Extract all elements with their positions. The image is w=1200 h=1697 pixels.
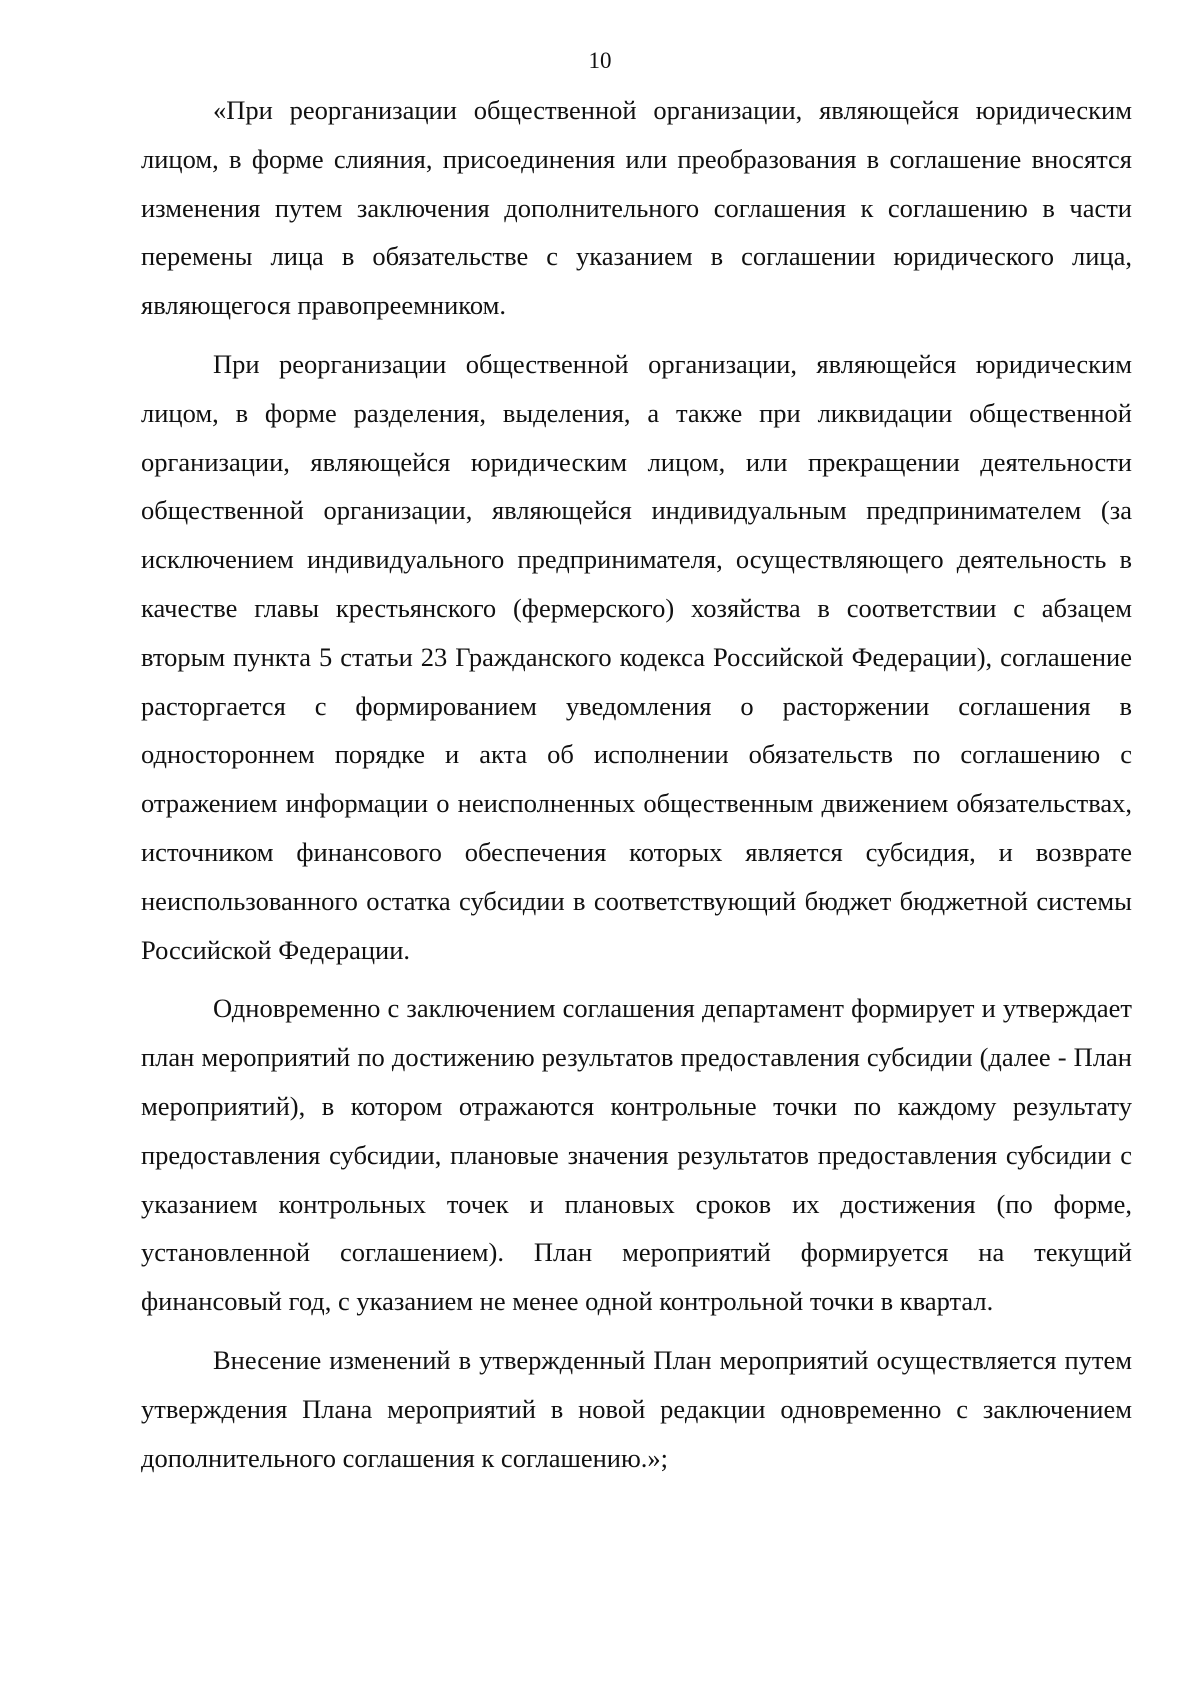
- paragraph-reorganization-merger: «При реорганизации общественной организации, являющейся юридическим лицом, в форме слияния, присоединения или преобразования в соглашение вносятся изменения путем заключения дополнительного соглашения к соглашению в части перемены лица в обязательстве с указанием в соглашении юридического лица, являющегося правопреемником.: [141, 95, 1132, 321]
- page-number: 10: [588, 48, 612, 73]
- paragraph-action-plan: Одновременно с заключением соглашения департамент формирует и утверждает план мероприятий по достижению результатов предоставления субсидии (далее - План мероприятий), в котором отражаются контрольные точки по каждому результату предоставления субсидии, плановые значения результатов предоставления субсидии с указанием контрольных точек и плановых сроков их достижения (по форме, установленной соглашением). План мероприятий формируется на текущий финансовый год, с указанием не менее одной контрольной точки в квартал.: [141, 993, 1132, 1317]
- paragraph-plan-amendments: Внесение изменений в утвержденный План мероприятий осуществляется путем утверждения Плана мероприятий в новой редакции одновременно с заключением дополнительного соглашения к соглашению.»;: [141, 1344, 1132, 1473]
- document-body: [141, 86, 1132, 1482]
- paragraph-reorganization-division-liquidation: При реорганизации общественной организации, являющейся юридическим лицом, в форме разделения, выделения, а также при ликвидации общественной организации, являющейся юридическим лицом, или прекращении деятельности общественной организации, являющейся индивидуальным предпринимателем (за исключением индивидуального предпринимателя, осуществляющего деятельность в качестве главы крестьянского (фермерского) хозяйства в соответствии с абзацем вторым пункта 5 статьи 23 Гражданского кодекса Российской Федерации), соглашение расторгается с формированием уведомления о расторжении соглашения в одностороннем порядке и акта об исполнении обязательств по соглашению с отражением информации о неисполненных общественным движением обязательствах, источником финансового обеспечения которых является субсидия, и возврате неиспользованного остатка субсидии в соответствующий бюджет бюджетной системы Российской Федерации.: [141, 348, 1132, 965]
